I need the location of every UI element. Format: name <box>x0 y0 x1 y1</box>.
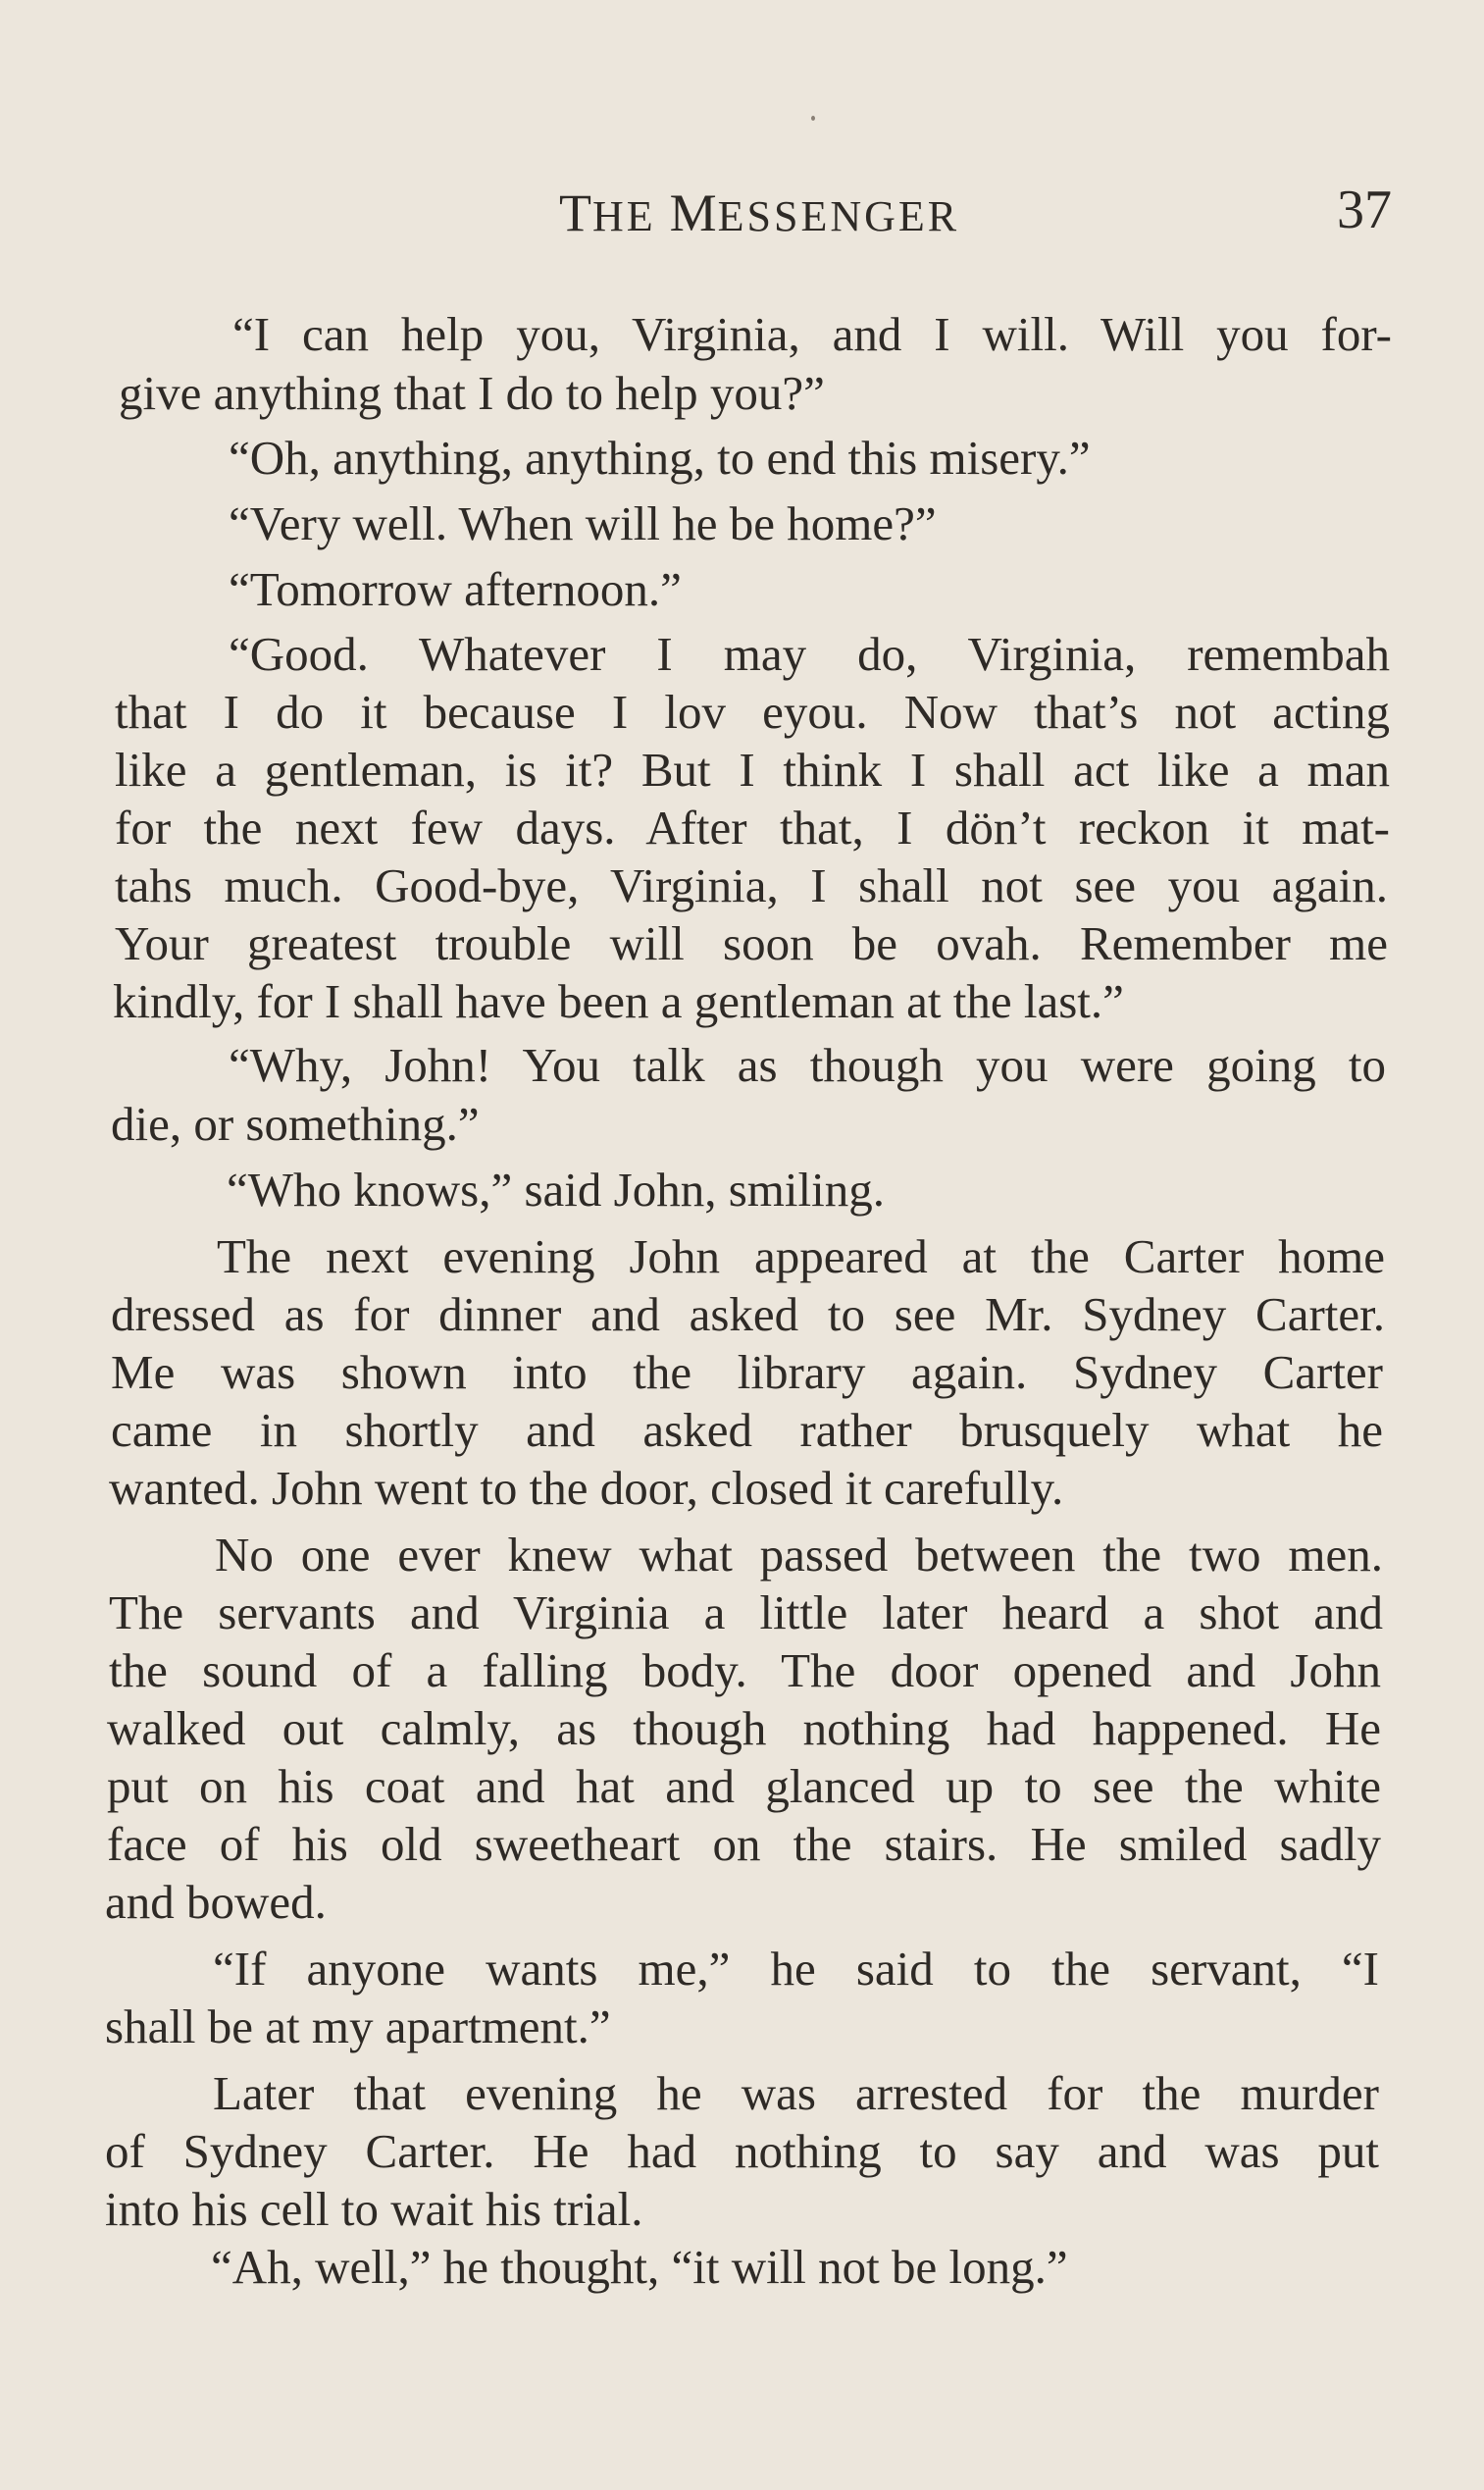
text-line: kindly, for I shall have been a gentleman at the last.” <box>113 974 1124 1028</box>
text-line: The servants and Virginia a little later heard a shot and <box>109 1585 1383 1639</box>
text-line: for the next few days. After that, I dön’t reckon it mat- <box>115 801 1390 855</box>
running-head-rest-2: ESSENGER <box>717 192 960 240</box>
text-line: No one ever knew what passed between the two men. <box>215 1528 1383 1582</box>
text-line: “Who knows,” said John, smiling. <box>227 1163 885 1217</box>
text-line: dressed as for dinner and asked to see Mr. Sydney Carter. <box>111 1287 1385 1341</box>
text-line: walked out calmly, as though nothing had happened. He <box>107 1701 1381 1755</box>
running-head-cap-2: M <box>669 183 718 242</box>
text-line: die, or something.” <box>111 1097 480 1151</box>
text-line: of Sydney Carter. He had nothing to say and was put <box>105 2124 1379 2178</box>
text-line: “Ah, well,” he thought, “it will not be long.” <box>211 2240 1068 2294</box>
running-head-cap-1: T <box>559 183 592 242</box>
text-line: tahs much. Good-bye, Virginia, I shall not see you again. <box>115 858 1388 912</box>
text-line: face of his old sweetheart on the stairs. He smiled sadly <box>107 1817 1381 1871</box>
text-line: put on his coat and hat and glanced up to see the white <box>107 1759 1381 1813</box>
text-line: came in shortly and asked rather brusquely what he <box>111 1403 1383 1457</box>
text-line: into his cell to wait his trial. <box>105 2182 643 2236</box>
text-line: “Tomorrow afternoon.” <box>229 562 682 616</box>
text-line: “If anyone wants me,” he said to the servant, “I <box>213 1942 1379 1996</box>
text-line: “Oh, anything, anything, to end this misery.” <box>229 431 1091 485</box>
text-line: like a gentleman, is it? But I think I shall act like a man <box>115 743 1390 797</box>
text-line: Your greatest trouble will soon be ovah. Remember me <box>115 916 1388 970</box>
text-line: “Why, John! You talk as though you were going to <box>229 1038 1386 1092</box>
text-line: Later that evening he was arrested for the murder <box>213 2066 1379 2120</box>
page-number: 37 <box>1337 180 1392 240</box>
text-line: The next evening John appeared at the Carter home <box>217 1229 1385 1283</box>
text-line: “I can help you, Virginia, and I will. Will you for- <box>232 307 1392 361</box>
text-line: shall be at my apartment.” <box>105 1999 611 2053</box>
text-line: “Very well. When will he be home?” <box>229 496 937 550</box>
running-head-rest-1: HE <box>592 192 670 240</box>
text-line: the sound of a falling body. The door opened and John <box>109 1643 1381 1697</box>
text-line: give anything that I do to help you?” <box>119 366 825 420</box>
text-line: that I do it because I lov eyou. Now that’s not acting <box>115 685 1390 739</box>
text-line: Me was shown into the library again. Sydney Carter <box>111 1345 1383 1399</box>
text-line: wanted. John went to the door, closed it carefully. <box>109 1461 1064 1515</box>
text-line: and bowed. <box>105 1875 327 1929</box>
text-line: “Good. Whatever I may do, Virginia, remembah <box>229 627 1390 681</box>
